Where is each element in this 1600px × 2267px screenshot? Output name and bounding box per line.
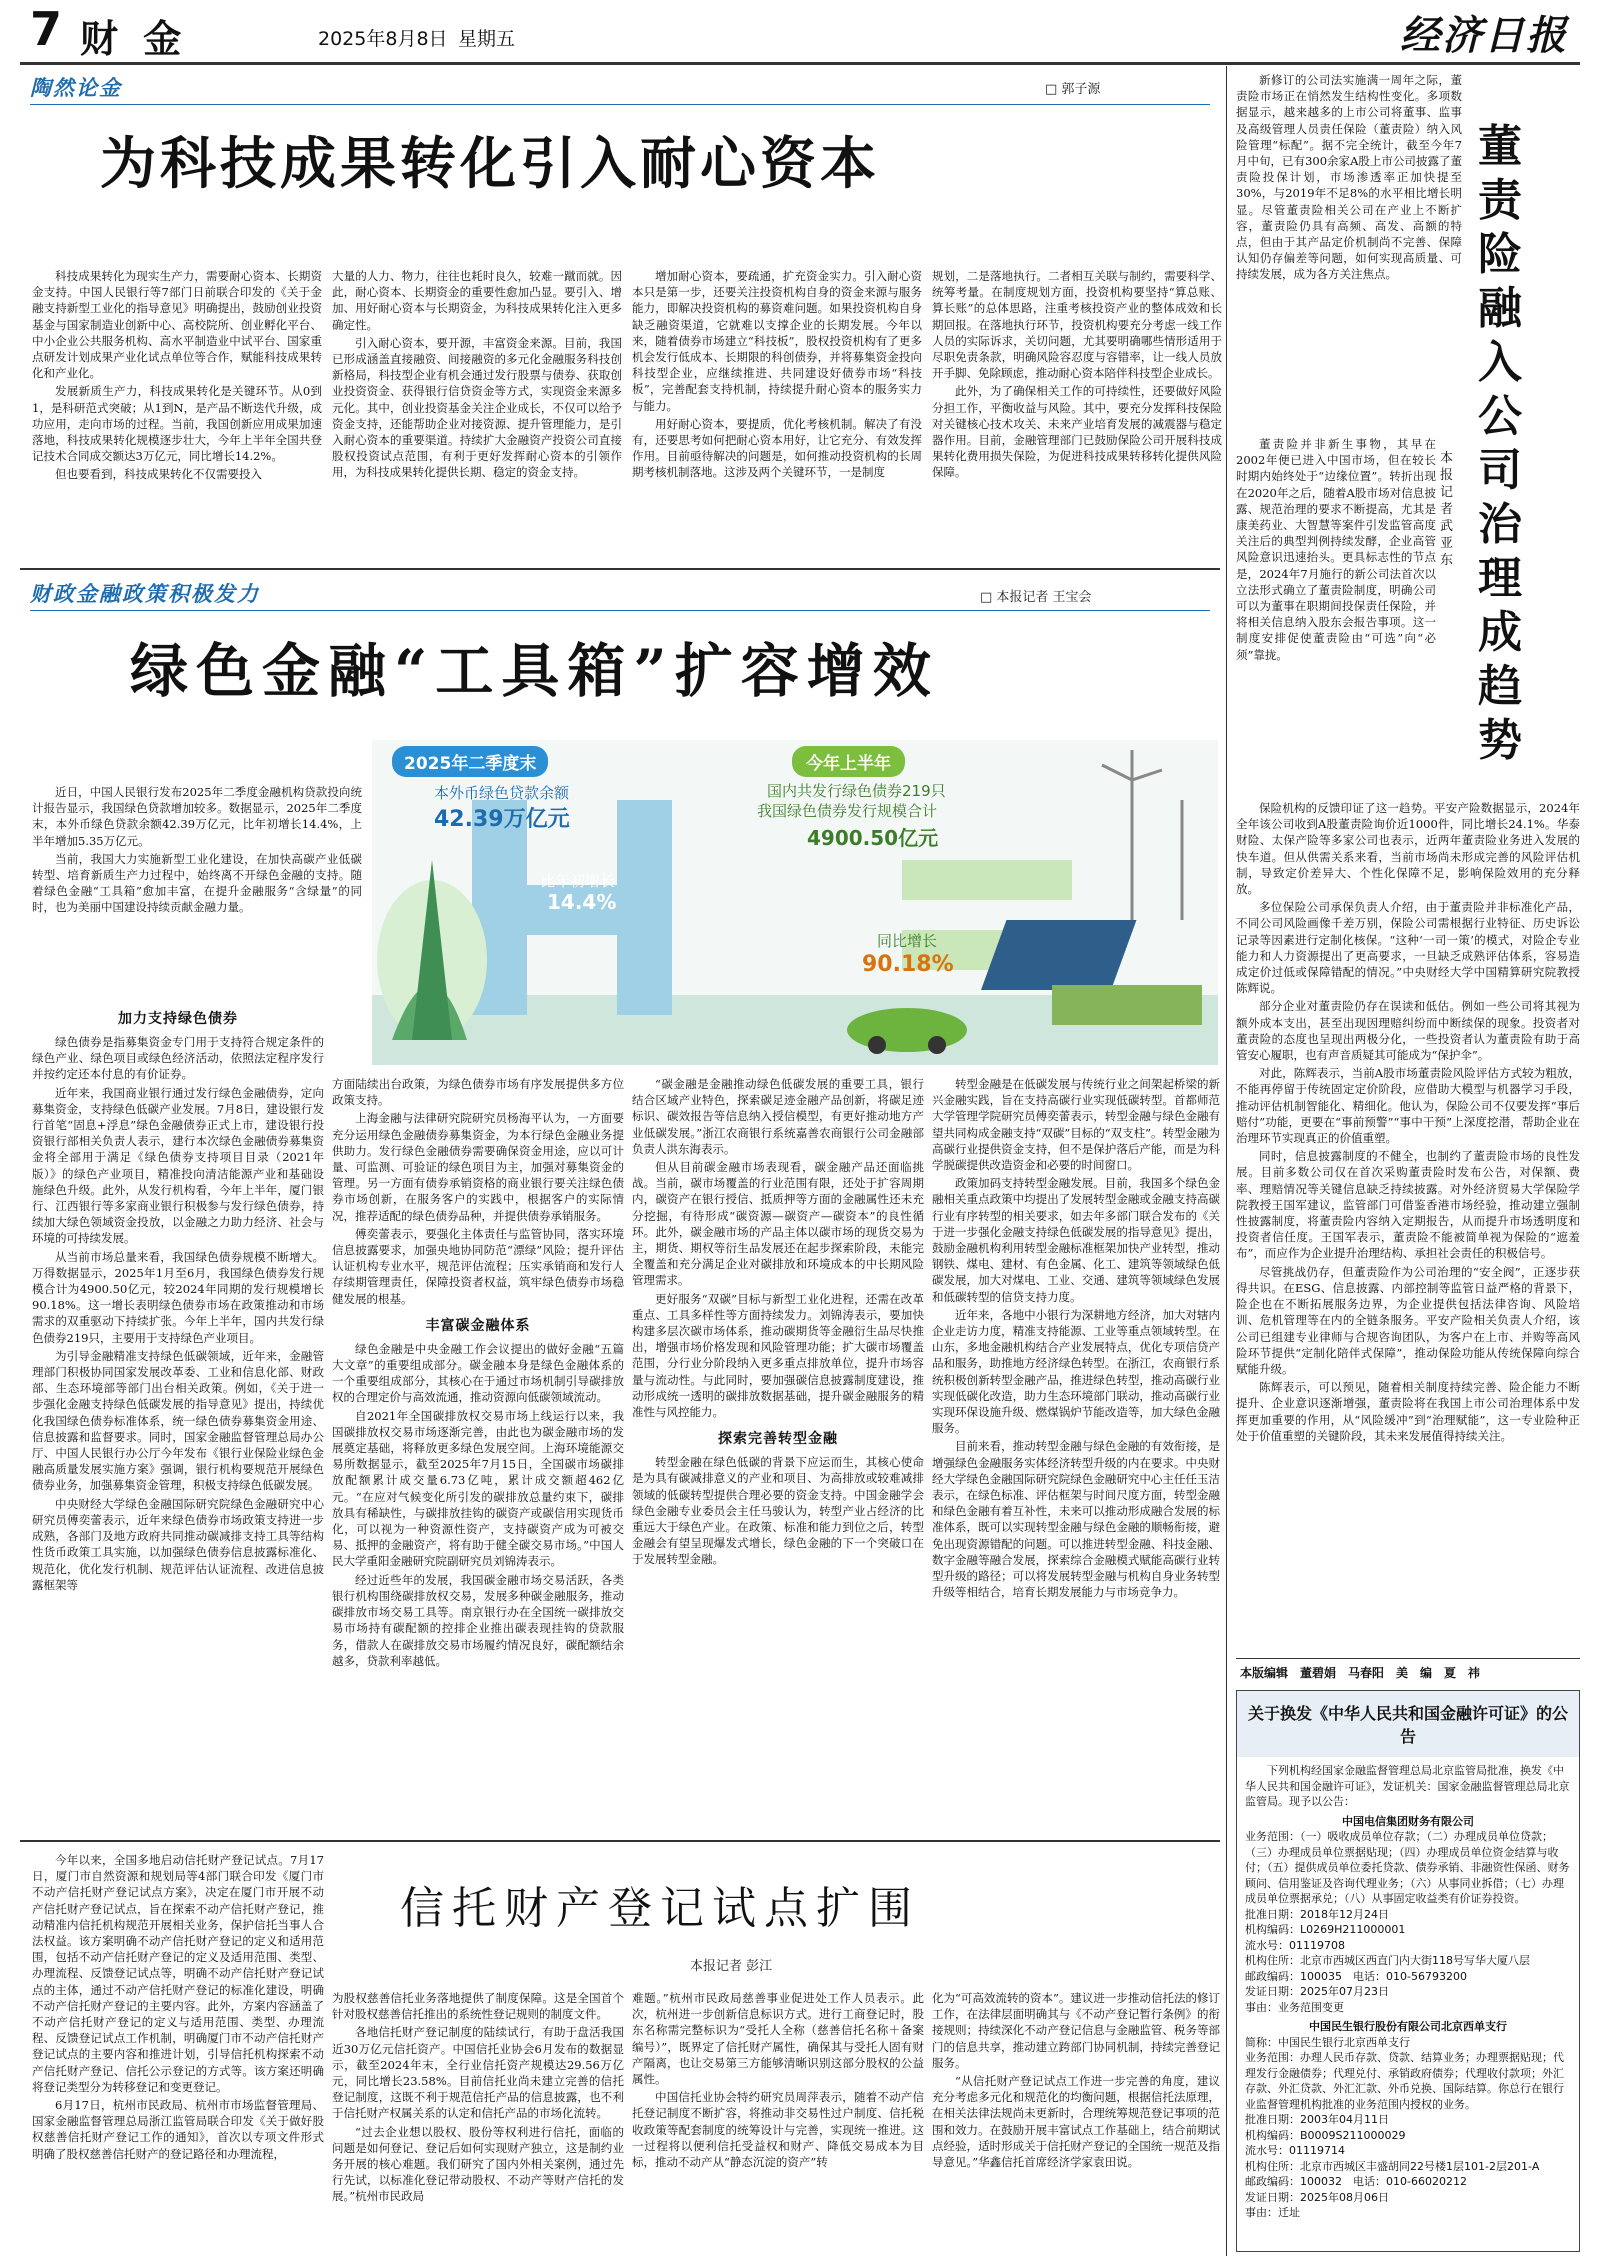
notice-line: 机构编码：L0269H211000001 bbox=[1245, 1923, 1406, 1936]
paragraph: 引入耐心资本，要开源，丰富资金来源。目前，我国已形成涵盖直接融资、间接融资的多元化金融服务科技创新格局，科技型企业有机会通过发行股票与债券、获取创业投资资金、获得银行信贷资金等方式，实现资金来源多元化。其中，创业投资基金关注企业成长，不仅可以给予资金支持，还能帮助企业对接资源、提升管理能力，是引入耐心资本的重要渠道。持续扩大金融资产投资公司直接股权投资试点范围，有利于更好发挥耐心资本的引领作用，为科技成果转化提供长期、稳定的资金支持。 bbox=[332, 335, 622, 480]
art2-lead bbox=[32, 784, 362, 984]
paragraph: 为股权慈善信托业务落地提供了制度保障。这是全国首个针对股权慈善信托推出的系统性登记规则的制度文件。 bbox=[332, 1991, 624, 2022]
infographic-label-right-2: 我国绿色债券发行规模合计 bbox=[757, 802, 938, 820]
paragraph: 今年以来，全国多地启动信托财产登记试点。7月17日，厦门市自然资源和规划局等4部门联合印发《厦门市不动产信托财产登记试点方案》，决定在厦门市开展不动产信托财产登记试点，旨在探索不动产信托财产登记，推动精准内信托机构规范开展相关业务，保护信托当事人合法权益。该方案明确不动产信托财产登记的定义和适用范围，包括不动产信托财产登记的定义及适用范围、类型、办理流程、反馈登记试点等，明确不动产信托财产登记试点的主体，通过不动产信托财产登记的标准化建设，明确不动产信托财产登记的主要内容。此外，方案内容涵盖了不动产信托财产登记的定义与适用范围、类型、办理流程、反馈登记试点工作机制，明确厦门市不动产信托财产登记试点的主要内容和推进计划，引导信托机构探索不动产信托财产登记、信托公示登记的方式等。该方案还明确将登记类型分为转移登记和变更登记。 bbox=[32, 1853, 324, 2094]
column-tag-text: 财政金融政策积极发力 bbox=[30, 582, 260, 606]
infographic-label-left: 本外币绿色贷款余额 bbox=[434, 784, 570, 802]
paragraph: 对此，陈辉表示，当前A股市场董责险风险评估方式较为粗放，不能再停留于传统固定定价阶段，应借助大模型与机器学习手段，推动评估机制智能化、精细化。他认为，保险公司不仅要发挥“事后赔付”功能，更要在“事前预警”“事中干预”上深度挖潜，帮助企业在治理环节实现真正的价值重塑。 bbox=[1236, 1066, 1580, 1146]
art2-bottom-rule bbox=[20, 1840, 1220, 1842]
subheading: 加力支持绿色债券 bbox=[118, 1011, 238, 1027]
subheading: 探索完善转型金融 bbox=[718, 1431, 838, 1448]
paragraph: 近年来，我国商业银行通过发行绿色金融债券，定向募集资金，支持绿色低碳产业发展。7月8日，建设银行发行首笔“固息+浮息”绿色金融债券正式上市，建设银行投资银行部相关负责人表示，建行本次绿色金融债券募集资金将全部用于满足《绿色债券支持项目目录（2021年版）》的绿色产业项目，精准投向清洁能源产业和基础设施绿色升级。此外，从发行机构看，今年上半年，厦门银行、江西银行等多家商业银行积极参与发行绿色债券，持续加大绿色领域资金投放，以金融之力助力经济、社会与环境的可持续发展。 bbox=[32, 1085, 324, 1246]
art1-col-2 bbox=[332, 268, 622, 558]
notice-intro: 下列机构经国家金融监督管理总局北京监管局批准，换发《中华人民共和国金融许可证》，发证机关：国家金融监督管理总局北京监管局。现予以公告： bbox=[1245, 1764, 1570, 1808]
art3-col-2 bbox=[332, 1990, 624, 2257]
paragraph: 陈辉表示，可以预见，随着相关制度持续完善、险企能力不断提升、企业意识逐渐增强，董责险将在我国上市公司治理体系中发挥更加重要的作用，从“风险缓冲”到“治理赋能”，这一专业险种正处于价值重塑的关键阶段，其未来发展值得持续关注。 bbox=[1236, 1380, 1580, 1443]
right-column-divider bbox=[1226, 66, 1227, 2256]
issue-weekday: 星期五 bbox=[458, 28, 516, 50]
art1-bottom-rule bbox=[20, 568, 1220, 570]
paragraph: 经过近些年的发展，我国碳金融市场交易活跃，各类银行机构围绕碳排放权交易，发展多种碳金融服务，推动碳排放市场交易工具等。南京银行办在全国统一碳排放交易市场持有碳配额的控排企业推出碳表现挂钩的贷款服务，借款人在碳排放交易市场履约情况良好，碳配额结余越多，贷款利率越低。 bbox=[332, 1572, 624, 1668]
notice-line: 邮政编码：100032 电话：010-66020212 bbox=[1245, 2175, 1467, 2188]
notice-line: 事由：迁址 bbox=[1245, 2206, 1300, 2219]
art2-col-2 bbox=[332, 1076, 624, 1830]
paragraph: 各地信托财产登记制度的陆续试行，有助于盘活我国近30万亿元信托资产。中国信托业协会6月发布的数据显示，截至2024年末，全行业信托资产规模达29.56万亿元，同比增长23.58%。目前信托业尚未建立完善的信托登记制度，这既不利于规范信托产品的信息披露，也不利于信托财产权属关系的认定和信托产品的市场化流转。 bbox=[332, 2025, 624, 2121]
paragraph: 中央财经大学绿色金融国际研究院绿色金融研究中心研究员傅奕蕾表示，近年来绿色债券市场政策支持进一步成熟，各部门及地方政府共同推动碳减排支持工具等结构性货币政策工具实施，以加强绿色债券信息披露标准化、规范化，优化发行机制、规范评估认证流程、改进信息披露框架等 bbox=[32, 1496, 324, 1592]
issue-date: 2025年8月8日 bbox=[318, 28, 448, 50]
paragraph: 规划，二是落地执行。二者相互关联与制约，需要科学、统筹考量。在制度规划方面，投资机构要坚持“算总账、算长账”的总体思路，注重考核投资产业的整体成效和长期回报。在落地执行环节，投资机构要充分考虑一线工作人员的实际诉求，关切问题，尤其要明确哪些情形适用于尽职免责条款，明确风险容忍度与容错率，让一线人员放开手脚、免除顾虑，推动耐心资本陪伴科技型企业成长。 bbox=[932, 269, 1222, 381]
art2-title: 绿色金融“工具箱”扩容增效 bbox=[130, 637, 939, 705]
paragraph: 政策加码支持转型金融发展。目前，我国多个绿色金融相关重点政策中均提出了发展转型金融或金融支持高碳行业有序转型的相关要求，如去年多部门联合发布的《关于进一步强化金融支持绿色低碳发展的指导意见》提出，鼓励金融机构利用转型金融标准框架加快产业转型，推动钢铁、煤电、建材、有色金属、化工、建筑等领域绿色低碳发展，加大对煤电、工业、交通、建筑等领域绿色发展和低碳转型的信贷支持力度。 bbox=[932, 1176, 1220, 1304]
notice-line: 机构编码：B0009S211000029 bbox=[1245, 2128, 1406, 2142]
paragraph: 为引导金融精准支持绿色低碳领域，近年来，金融管理部门积极协同国家发展改革委、工业和信息化部、财政部、生态环境部等部门出台相关政策。例如，《关于进一步强化金融支持绿色低碳发展的指导意见》提出，持续优化我国绿色债券标准体系，统一绿色债券募集资金用途、信息披露和监督要求。同时，国家金融监督管理总局办公厅、中国人民银行办公厅今年发布《银行业保险业绿色金融高质量发展实施方案》强调，银行机构要规范开展绿色债券业务，加强募集资金管理，积极支持绿色低碳发展。 bbox=[32, 1348, 324, 1493]
art1-col-3 bbox=[632, 268, 922, 558]
art1-byline: □ 郭子源 bbox=[1045, 82, 1101, 97]
paragraph: 尽管挑战仍存，但董责险作为公司治理的“安全阀”，正逐步获得共识。在ESG、信息披露、内部控制等监管日益严格的背景下，险企也在不断拓展服务边界，为企业提供包括法律咨询、风险培训、危机管理等在内的全链条服务。平安产险相关负责人介绍，该公司已组建专业律师与合规咨询团队，为客户在上市、并购等高风险环节提供“定制化陪伴式保障”，推动保险功能从传统保障向综合赋能升级。 bbox=[1236, 1264, 1580, 1376]
paragraph: 增加耐心资本，要疏通，扩充资金实力。引入耐心资本只是第一步，还要关注投资机构自身的资金来源与服务能力，即解决投资机构的募资难问题。如果投资机构自身缺乏融资渠道，它就难以支撑企业的长期发展。今年以来，随着债券市场建立“科技板”，股权投资机构有了更多机会发行低成本、长期限的科创债券，并将募集资金投向科技型企业，应继续推进、共同建设好债券市场“科技板”，完善配套支持机制，持续提升耐心资本的服务实力与能力。 bbox=[632, 269, 922, 413]
paragraph: 同时，信息披露制度的不健全，也制约了董责险市场的良性发展。目前多数公司仅在首次采购董责险时发布公告，对保额、费率、理赔情况等关键信息缺乏持续披露。对外经济贸易大学保险学院教授王国军建议，监管部门可借鉴香港市场经验，推动建立强制性披露制度，将董责险内容纳入定期报告，从而提升市场透明度和投资者信任度。王国军表示，董责险不能被简单视为保险的“遮羞布”，而应作为企业提升治理结构、承担社会责任的积极信号。 bbox=[1236, 1149, 1580, 1261]
paragraph: 中国信托业协会特约研究员周萍表示，随着不动产信托登记制度不断扩容，将推动非交易性过户制度、信托税收政策等配套制度的统筹设计与完善，实现统一推进。这一过程将以便利信托受益权和财产、降低交易成本为目标，推动不动产从“静态沉淀的资产”转 bbox=[632, 2090, 924, 2170]
paragraph: 发展新质生产力，科技成果转化是关键环节。从0到1，是科研范式突破；从1到N，是产品不断迭代升级，成功应用，走向市场的过程。当前，我国创新应用成果加速落地，科技成果转化规模逐步壮大，今年上半年全国共登记技术合同成交额达3万亿元，同比增长14.2%。 bbox=[32, 384, 322, 464]
paragraph: 更好服务“双碳”目标与新型工业化进程，还需在改革重点、工具多样性等方面持续发力。刘锦涛表示，要加快构建多层次碳市场体系，推动碳期货等金融衍生品尽快推出，增强市场价格发现和风险管理功能；扩大碳市场覆盖范围，分行业分阶段纳入更多重点排放单位，提升市场容量与流动性。与此同时，要加强碳信息披露制度建设，推动形成统一透明的碳排放数据基础，提升碳金融服务的精准性与风控能力。 bbox=[632, 1291, 924, 1420]
column-tag-underline bbox=[30, 610, 1210, 611]
notice-title: 关于换发《中华人民共和国金融许可证》的公告 bbox=[1237, 1691, 1579, 1757]
notice-line: 机构住所：北京市西城区西直门内大街118号写华大厦八层 bbox=[1245, 1954, 1530, 1967]
page-number: 7 bbox=[30, 2, 63, 56]
paragraph: 保险机构的反馈印证了这一趋势。平安产险数据显示，2024年全年该公司收到A股董责险询价近1000件，同比增长24.1%。华泰财险、太保产险等多家公司也表示，近两年董责险业务进入发展的快车道。但从供需关系来看，当前市场尚未形成完善的风险评估机制，导致定价差异大、个性化保障不足，影响保险效用的充分释放。 bbox=[1236, 801, 1580, 897]
art3-author: 本报记者 彭江 bbox=[690, 1959, 773, 1974]
paragraph: 转型金融是在低碳发展与传统行业之间架起桥梁的新兴金融实践，旨在支持高碳行业实现低碳转型。首都师范大学管理学院研究员傅奕蕾表示，转型金融与绿色金融有望共同构成金融支持“双碳”目标的“双支柱”。转型金融为高碳行业提供资金支持，但不是保护落后产能，而是为科学脱碳提供改造资金和必要的时间窗口。 bbox=[932, 1077, 1220, 1173]
paragraph: 近年来，各地中小银行为深耕地方经济，加大对辖内企业走访力度，精准支持能源、工业等重点领域转型。在山东，多地金融机构结合产业发展特点，优化专项信贷产品和服务，助推地方经济绿色转型。在浙江，农商银行系统积极创新转型金融产品，推进绿色转型，推动高碳行业实现低碳化改造，助力生态环境部门联动，推动高碳行业实现环保设施升级、燃煤锅炉节能改造等，加大绿色金融服务。 bbox=[932, 1307, 1220, 1436]
paragraph: 但从目前碳金融市场表现看，碳金融产品还面临挑战。当前，碳市场覆盖的行业范围有限，还处于扩容周期内，碳资产在银行授信、抵质押等方面的金融属性还未充分挖掘，有待形成“碳资源—碳资产—碳资本”的良性循环。此外，碳金融市场的产品主体以碳市场的现货交易为主，期货、期权等衍生品发展还在起步探索阶段，未能完全覆盖和充分满足企业对碳排放和环境成本的中长期风险管理需求。 bbox=[632, 1160, 924, 1288]
paragraph: “过去企业想以股权、股份等权利进行信托，面临的问题是如何登记、登记后如何实现财产独立，这是制约业务开展的核心难题。我们研究了国内外相关案例，通过先行先试，以标准化登记带动股权、不动产等财产信托的发展。”杭州市民政局 bbox=[332, 2124, 624, 2204]
column-tag-underline bbox=[30, 104, 1210, 105]
paragraph: 绿色金融是中央金融工作会议提出的做好金融“五篇大文章”的重要组成部分。碳金融本身是绿色金融体系的一个重要组成部分，其核心在于通过市场机制引导碳排放权的合理定价与高效流通，推动资源向低碳领域流动。 bbox=[332, 1341, 624, 1405]
art4-body-a bbox=[1236, 436, 1436, 796]
paragraph: “碳金融是金融推动绿色低碳发展的重要工具，银行结合区域产业特色，探索碳足迹金融产品创新，将碳足迹标识、碳效报告等信息纳入授信模型，有更好推动地方产业低碳发展。”浙江农商银行系统嘉善农商银行公司金融部负责人洪东海表示。 bbox=[632, 1077, 924, 1156]
notice-org-name: 中国电信集团财务有限公司 bbox=[1342, 1814, 1474, 1828]
green-finance-infographic bbox=[372, 740, 1218, 1065]
art3-title: 信托财产登记试点扩围 bbox=[400, 1883, 920, 1934]
notice-line: 简称：中国民生银行北京西单支行 bbox=[1245, 2035, 1410, 2049]
art3-lead bbox=[32, 1852, 324, 2257]
infographic-growth-right-label: 同比增长 bbox=[877, 932, 938, 950]
art3-col-3 bbox=[632, 1990, 924, 2257]
art4-title: 董责险融入公司治理成趋势 bbox=[1478, 121, 1522, 766]
section-name: 财 金 bbox=[80, 16, 188, 61]
column-tag-taoran bbox=[30, 72, 160, 102]
art4-author: 本报记者 武亚东 bbox=[1440, 451, 1454, 568]
notice-line: 业务范围：办理人民币存款、贷款、结算业务；办理票据贴现；代理发行金融债券；代理兑付、承销政府债券；代理收付款项；外汇存款、外汇贷款、外汇汇款、外币兑换、国际结算。你总行在银行业监督管理机构批准的业务范围内授权的业务。 bbox=[1245, 2051, 1564, 2111]
paragraph: 6月17日，杭州市民政局、杭州市市场监督管理局、国家金融监督管理总局浙江监管局联合印发《关于做好股权慈善信托财产登记工作的通知》，首次以专项文件形式明确了股权慈善信托财产的登记路径和办理流程， bbox=[32, 2098, 324, 2161]
paragraph: 董责险并非新生事物，其早在2002年便已进入中国市场，但在较长时期内始终处于“边缘位置”。转折出现在2020年之后，随着A股市场对信息披露、规范治理的要求不断提高，尤其是康美药业、大智慧等案件引发监管高度关注后的典型判例持续发酵，企业高管风险意识迅速抬头。更具标志性的节点是，2024年7月施行的新公司法首次以立法形式确立了董责险制度，明确公司可以为董事在职期间投保责任保险，并将相关信息纳入股东会报告事项。这一制度安排促使董责险由“可选”向“必须”靠拢。 bbox=[1236, 437, 1436, 662]
paragraph: 从当前市场总量来看，我国绿色债券规模不断增大。万得数据显示，2025年1月至6月，我国绿色债券发行规模合计为4900.50亿元，较2024年同期的发行规模增长90.18%。这一增长表明绿色债券市场在政策推动和市场需求的双重驱动下持续扩张。今年上半年，国内共发行绿色债券219只，主要用于支持绿色产业项目。 bbox=[32, 1249, 324, 1345]
paragraph: 方面陆续出台政策，为绿色债券市场有序发展提供多方位政策支持。 bbox=[332, 1077, 624, 1108]
art4-body-b bbox=[1236, 800, 1580, 1650]
paragraph: 当前，我国大力实施新型工业化建设，在加快高碳产业低碳转型、培育新质生产力过程中，始终离不开绿色金融的支持。随着绿色金融“工具箱”愈加丰富，在提升金融服务“含绿量”的同时，也为美丽中国建设持续贡献金融力量。 bbox=[32, 851, 362, 915]
paragraph: 难题。”杭州市民政局慈善事业促进处工作人员表示。此次，杭州进一步创新信息标识方式。进行工商登记时，股东名称需完整标识为“受托人全称（慈善信托名称＋备案编号）”，既界定了信托财产属性，确保其与受托人固有财产隔离，也让交易第三方能够清晰识别这部分股权的公益属性。 bbox=[632, 1991, 924, 2087]
subheading: 丰富碳金融体系 bbox=[425, 1317, 531, 1334]
infographic-tag-left: 2025年二季度末 bbox=[392, 746, 548, 777]
art3-col-4 bbox=[932, 1990, 1220, 2257]
notice-line: 流水号：01119714 bbox=[1245, 2144, 1345, 2157]
masthead bbox=[0, 0, 1600, 60]
art1-author: 郭子源 bbox=[1061, 82, 1101, 97]
paragraph: 近日，中国人民银行发布2025年二季度金融机构贷款投向统计报告显示，我国绿色贷款增加较多。数据显示，2025年二季度末，本外币绿色贷款余额42.39万亿元，比年初增长14.4%，上半年增加5.35万亿元。 bbox=[32, 785, 362, 848]
paragraph: “从信托财产登记试点工作进一步完善的角度，建议充分考虑多元化和规范化的均衡问题，根据信托法原理，在相关法律法规尚未更新时，合理统筹规范登记事项的范围和效力。在鼓励开展丰富试点工作基础上，结合前期试点经验，适时形成关于信托财产登记的全国统一规范及指导意见。”华鑫信托首席经济学家袁田说。 bbox=[932, 2074, 1220, 2170]
notice-org-name: 中国民生银行股份有限公司北京西单支行 bbox=[1309, 2020, 1507, 2033]
notice-line: 发证日期：2025年07月23日 bbox=[1245, 1985, 1389, 1998]
notice-line: 批准日期：2018年12月24日 bbox=[1245, 1907, 1389, 1921]
infographic-growth-left-label: 比年初增长 bbox=[540, 872, 616, 890]
notice-line: 事由：业务范围变更 bbox=[1245, 2000, 1344, 2014]
notice-line: 流水号：01119708 bbox=[1245, 1938, 1345, 1952]
art1-title: 为科技成果转化引入耐心资本 bbox=[100, 132, 880, 197]
art4-intro bbox=[1236, 72, 1462, 432]
paragraph: 绿色债券是指募集资金专门用于支持符合规定条件的绿色产业、绿色项目或绿色经济活动，依照法定程序发行并按约定还本付息的有价证券。 bbox=[32, 1035, 324, 1082]
paragraph: 自2021年全国碳排放权交易市场上线运行以来，我国碳排放权交易市场逐渐完善，由此也为碳金融市场的发展奠定基础，将释放更多绿色发展空间。上海环境能源交易所数据显示，截至2025年7月15日，全国碳市场碳排放配额累计成交量6.73亿吨，累计成交额超462亿元。“在应对气候变化所引发的碳排放总量约束下，碳排放具有稀缺性，与碳排放挂钩的碳资产或碳信用实现货币化，可以视为一种资源性资产，支持碳资产成为可被交易、抵押的金融资产，将有助于健全碳交易市场。”中国人民大学重阳金融研究院副研究员刘锦涛表示。 bbox=[332, 1408, 624, 1569]
paragraph: 新修订的公司法实施满一周年之际，董责险市场正在悄然发生结构性变化。多项数据显示，越来越多的上市公司将董事、监事及高级管理人员责任保险（董责险）纳入风险管理“标配”。据不完全统计，截至今年7月中旬，已有300余家A股上市公司披露了董责险投保计划，市场渗透率正加快提至30%，与2019年不足8%的水平相比增长明显。尽管董责险相关公司在产业上不断扩容，董责险仍具有高频、高发、高额的特点，但由于其产品定价机制尚不完善、保障认知仍存偏差等问题，如何实现高质量、可持续发展，成为各方关注焦点。 bbox=[1236, 73, 1462, 282]
infographic-growth-left-value: 14.4% bbox=[547, 890, 617, 914]
column-tag-text: 陶然论金 bbox=[30, 76, 122, 100]
art2-col-3 bbox=[632, 1076, 924, 1830]
paragraph: 多位保险公司承保负责人介绍，由于董责险并非标准化产品，不同公司风险画像千差万别，保险公司需根据行业特征、历史诉讼记录等因素进行定制化核保。“这种‘一司一策’的模式，对险企专业能力和人力资源提出了更高要求，一旦缺乏成熟评估体系，容易造成定价过低或保障错配的情况。”中央财经大学中国精算研究院教授陈辉说。 bbox=[1236, 900, 1580, 996]
editors-rule bbox=[1236, 1658, 1580, 1659]
art2-byline: □ 本报记者 王宝会 bbox=[980, 590, 1092, 605]
page-editors: 本版编辑 董碧娟 马春阳 美 编 夏 祎 bbox=[1240, 1666, 1481, 1680]
art1-col-4 bbox=[932, 268, 1222, 558]
notice-line: 机构住所：北京市西城区丰盛胡同22号楼1层101-2层201-A bbox=[1245, 2159, 1540, 2173]
paragraph: 但也要看到，科技成果转化不仅需要投入 bbox=[55, 467, 262, 482]
paragraph: 转型金融在绿色低碳的背景下应运而生，其核心使命是为具有碳减排意义的产业和项目、为高排放或较难减排领域的低碳转型提供合理必要的资金支持。中国金融学会绿色金融专业委员会主任马骏认为，转型产业占经济的比重远大于绿色产业。在政策、标准和能力到位之后，转型金融会有望呈现爆发式增长，绿色金融的下一个突破口在于发展转型金融。 bbox=[632, 1455, 924, 1567]
art1-col-1 bbox=[32, 268, 322, 558]
notice-line: 发证日期：2025年08月06日 bbox=[1245, 2190, 1389, 2204]
paragraph: 部分企业对董责险仍存在误读和低估。例如一些公司将其视为额外成本支出，甚至出现因理赔纠纷而中断续保的现象。投资者对董责险的态度也呈现出两极分化，一些投资者认为董责险有助于高管安心履职，也有声音质疑其可能成为“保护伞”。 bbox=[1236, 999, 1580, 1063]
paragraph: 科技成果转化为现实生产力，需要耐心资本、长期资金支持。中国人民银行等7部门日前联合印发的《关于金融支持新型工业化的指导意见》明确提出，鼓励创业投资基金与国家制造业创新中心、高校院所、创业孵化平台、中小企业公共服务机构、高水平制造业中试平台、国家重点研发计划成果产业化试点单位等合作，赋能科技成果转化和产业化。 bbox=[32, 269, 322, 381]
art2-author: 本报记者 王宝会 bbox=[996, 590, 1092, 605]
infographic-growth-right-value: 90.18% bbox=[862, 952, 954, 977]
paragraph: 此外，为了确保相关工作的可持续性，还要做好风险分担工作，平衡收益与风险。其中，要充分发挥科技保险对关键核心技术攻关、未来产业培育发展的减震器与稳定器作用。目前，金融管理部门已鼓励保险公司开展科技成果转化费用损失保险，为促进科技成果转移转化提供风险保障。 bbox=[932, 384, 1222, 480]
infographic-tag-right: 今年上半年 bbox=[792, 746, 905, 777]
paragraph: 用好耐心资本，要提质，优化考核机制。解决了有没有，还要思考如何把耐心资本用好，让它充分、有效发挥作用。目前亟待解决的问题是，如何推动投资机构的长周期考核机制落地。这涉及两个关键环节，一是制度 bbox=[632, 416, 922, 480]
license-notice bbox=[1236, 1690, 1580, 2252]
notice-line: 业务范围：（一）吸收成员单位存款；（二）办理成员单位贷款；（三）办理成员单位票据贴现；（四）办理成员单位资金结算与收付；（五）提供成员单位委托贷款、债券承销、非融资性保函、财务顾问、信用鉴证及咨询代理业务；（六）从事同业拆借；（七）办理成员单位票据承兑；（八）从事固定收益类有价证券投资。 bbox=[1245, 1830, 1570, 1905]
masthead-rule bbox=[20, 62, 1580, 65]
column-tag-fiscal bbox=[30, 578, 260, 608]
paper-logo: 经济日报 bbox=[1400, 12, 1568, 59]
notice-line: 邮政编码：100035 电话：010-56793200 bbox=[1245, 1969, 1467, 1983]
infographic-value-right: 4900.50亿元 bbox=[807, 826, 939, 850]
paragraph: 上海金融与法律研究院研究员杨海平认为，一方面要充分运用绿色金融债券募集资金，为本行绿色金融业务提供助力。发行绿色金融债券需要确保资金用途，应以可计量、可监测、可验证的绿色项目为主，加强对募集资金的管理。另一方面有债券承销资格的商业银行要关注绿色债券市场创新，在服务客户的实践中，根据客户的实际情况，推荐适配的绿色债券品种，并提供债券承销服务。 bbox=[332, 1111, 624, 1223]
art2-col-1 bbox=[32, 1000, 324, 1830]
notice-line: 批准日期：2003年04月11日 bbox=[1245, 2113, 1389, 2126]
infographic-label-right-1: 国内共发行绿色债券219只 bbox=[767, 782, 946, 800]
paragraph: 大量的人力、物力，往往也耗时良久，较难一蹴而就。因此，耐心资本、长期资金的重要性愈加凸显。要引入、增加、用好耐心资本与长期资金，为科技成果转化注入更多确定性。 bbox=[332, 269, 622, 332]
infographic-value-left: 42.39万亿元 bbox=[434, 807, 570, 832]
paragraph: 傅奕蕾表示，要强化主体责任与监管协同，落实环境信息披露要求，加强央地协同防范“漂绿”风险；提升评估认证机构专业水平，规范评估流程；压实承销商和发行人存续期管理责任，保障投资者权益，筑牢绿色债券市场稳健发展的根基。 bbox=[332, 1226, 624, 1306]
art2-col-4 bbox=[932, 1076, 1220, 1830]
paragraph: 化为“可高效流转的资本”。建议进一步推动信托法的修订工作，在法律层面明确其与《不动产登记暂行条例》的衔接规则；持续深化不动产登记信息与金融监管、税务等部门的信息共享，推动建立跨部门协同机制，持续完善登记服务。 bbox=[932, 1991, 1220, 2070]
paragraph: 目前来看，推动转型金融与绿色金融的有效衔接，是增强绿色金融服务实体经济转型升级的内在要求。中央财经大学绿色金融国际研究院绿色金融研究中心主任任玉洁表示，在绿色标准、评估框架与时间尺度方面，转型金融和绿色金融有着互补性，未来可以推动形成融合发展的标准体系，既可以实现转型金融与绿色金融的顺畅衔接，避免出现资源错配的问题。可以推进转型金融、科技金融、数字金融等融合发展，探索综合金融模式赋能高碳行业转型升级的路径；可以将发展转型金融与机构自身业务转型升级等相结合，培育长期发展能力与市场竞争力。 bbox=[932, 1439, 1220, 1600]
